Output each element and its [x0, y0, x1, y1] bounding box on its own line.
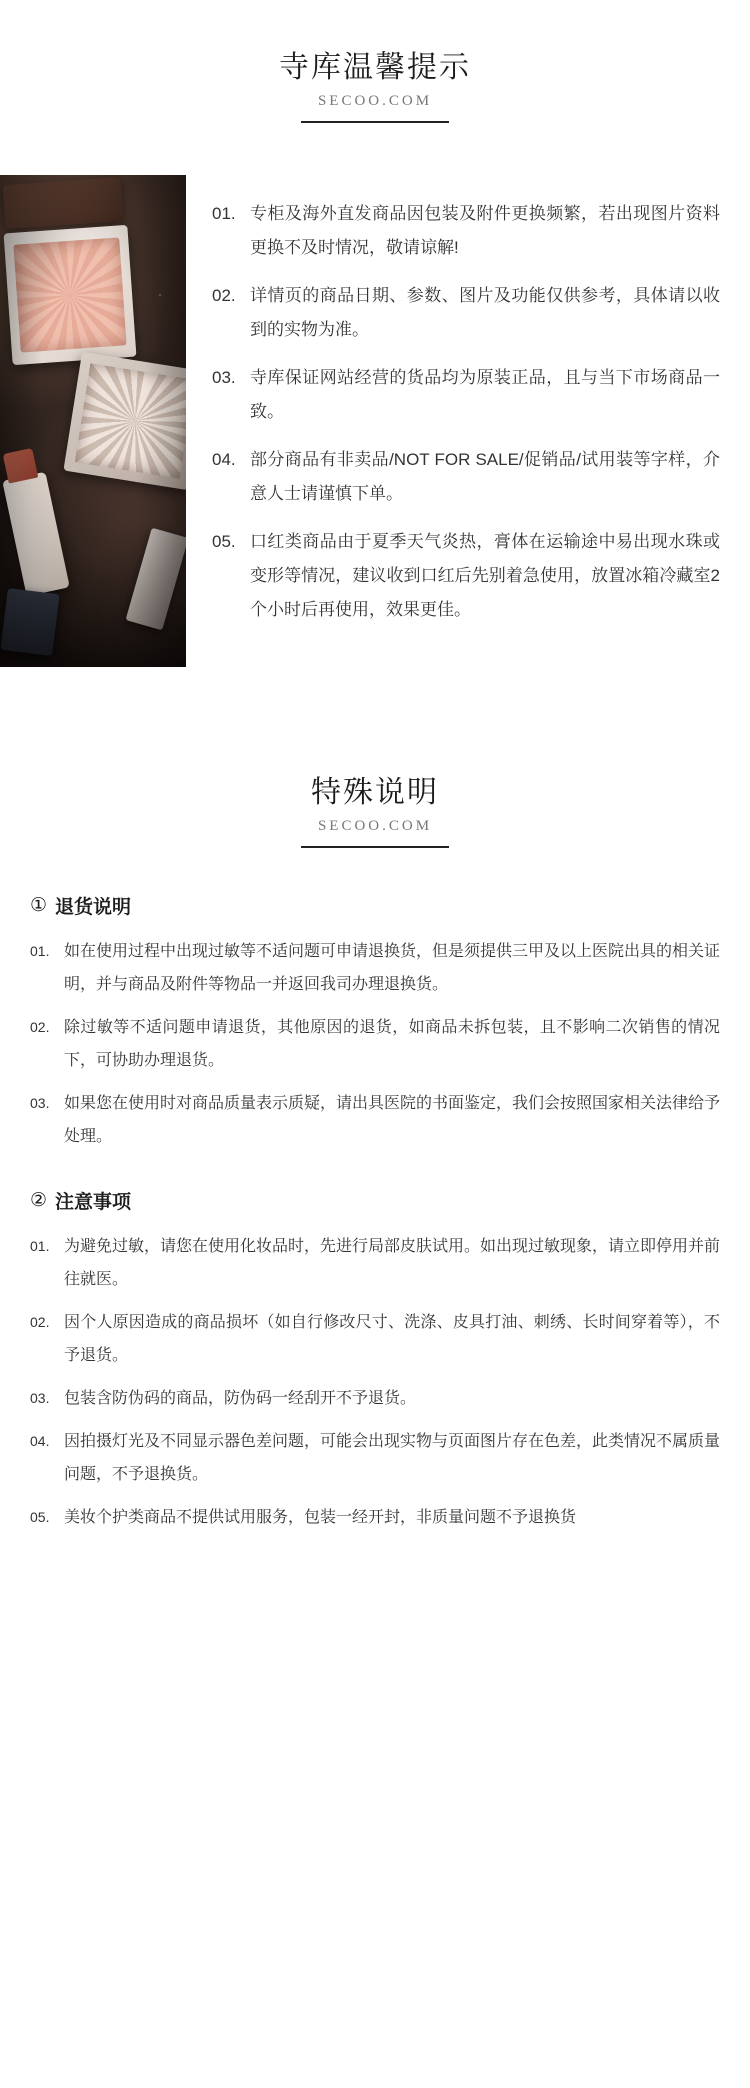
- tips-section-header: [0, 0, 750, 123]
- note-text: 包装含防伪码的商品，防伪码一经刮开不予退货。: [64, 1390, 417, 1407]
- tip-text: 详情页的商品日期、参数、图片及功能仅供参考，具体请以收到的实物为准。: [250, 286, 720, 339]
- note-text: 除过敏等不适问题申请退货，其他原因的退货，如商品未拆包装，且不影响二次销售的情况下，可协助办理退货。: [64, 1019, 720, 1069]
- tip-text: 寺库保证网站经营的货品均为原装正品，且与当下市场商品一致。: [250, 368, 720, 421]
- note-index: 03.: [30, 1390, 50, 1406]
- makeup-flatlay-image: [0, 175, 186, 667]
- tip-index: 04.: [212, 450, 236, 469]
- bottom-spacer: [30, 1568, 720, 1628]
- note-index: 01.: [30, 943, 50, 959]
- tips-list: [186, 175, 720, 641]
- tip-text: 口红类商品由于夏季天气炎热，膏体在运输途中易出现水珠或变形等情况，建议收到口红后先别着急使用，放置冰箱冷藏室2个小时后再使用，效果更佳。: [250, 532, 720, 619]
- tip-text: 专柜及海外直发商品因包装及附件更换频繁，若出现图片资料更换不及时情况，敬请谅解!: [250, 204, 720, 257]
- note-group-title: 注意事项: [55, 1192, 132, 1213]
- tip-index: 05.: [212, 532, 236, 551]
- list-item: [30, 1011, 720, 1077]
- special-notes: [0, 848, 750, 1648]
- note-group-heading: [30, 1187, 720, 1214]
- title-divider: [301, 121, 449, 123]
- special-section-header: [0, 725, 750, 848]
- list-item: [212, 197, 720, 265]
- tip-index: 03.: [212, 368, 236, 387]
- note-group-title: 退货说明: [55, 897, 132, 918]
- note-text: 因拍摄灯光及不同显示器色差问题，可能会出现实物与页面图片存在色差，此类情况不属质量问题，不予退换货。: [64, 1433, 721, 1483]
- note-group-heading: [30, 892, 720, 919]
- list-item: [30, 1501, 720, 1534]
- list-item: [212, 279, 720, 347]
- circled-number-icon: ②: [30, 1190, 48, 1211]
- list-item: [212, 361, 720, 429]
- note-index: 03.: [30, 1095, 50, 1111]
- note-index: 02.: [30, 1314, 50, 1330]
- tip-index: 02.: [212, 286, 236, 305]
- list-item: [212, 525, 720, 627]
- list-item: [30, 1087, 720, 1153]
- tip-text: 部分商品有非卖品/NOT FOR SALE/促销品/试用装等字样，介意人士请谨慎下单。: [250, 450, 720, 503]
- note-group-returns: [30, 892, 720, 1153]
- note-group-precautions: [30, 1187, 720, 1534]
- page-title: 寺库温馨提示: [279, 51, 471, 84]
- note-text: 因个人原因造成的商品损坏（如自行修改尺寸、洗涤、皮具打油、刺绣、长时间穿着等），不予退货。: [64, 1314, 720, 1364]
- note-text: 如在使用过程中出现过敏等不适问题可申请退换货，但是须提供三甲及以上医院出具的相关证明，并与商品及附件等物品一并返回我司办理退换货。: [64, 943, 721, 993]
- list-item: [30, 1382, 720, 1415]
- brand-subtitle: SECOO.COM: [317, 93, 433, 109]
- note-text: 为避免过敏，请您在使用化妆品时，先进行局部皮肤试用。如出现过敏现象，请立即停用并前往就医。: [64, 1238, 721, 1288]
- note-index: 01.: [30, 1238, 50, 1254]
- note-index: 04.: [30, 1433, 50, 1449]
- note-index: 02.: [30, 1019, 50, 1035]
- note-text: 如果您在使用时对商品质量表示质疑，请出具医院的书面鉴定，我们会按照国家相关法律给予处理。: [64, 1095, 721, 1145]
- list-item: [30, 1306, 720, 1372]
- tip-index: 01.: [212, 204, 236, 223]
- circled-number-icon: ①: [30, 895, 48, 916]
- list-item: [212, 443, 720, 511]
- note-text: 美妆个护类商品不提供试用服务，包装一经开封，非质量问题不予退换货: [64, 1509, 577, 1526]
- tips-block: [0, 175, 750, 667]
- special-title: 特殊说明: [311, 776, 439, 809]
- list-item: [30, 1425, 720, 1491]
- brand-subtitle: SECOO.COM: [317, 818, 433, 834]
- list-item: [30, 935, 720, 1001]
- photo-vignette: [0, 175, 186, 667]
- note-index: 05.: [30, 1509, 50, 1525]
- list-item: [30, 1230, 720, 1296]
